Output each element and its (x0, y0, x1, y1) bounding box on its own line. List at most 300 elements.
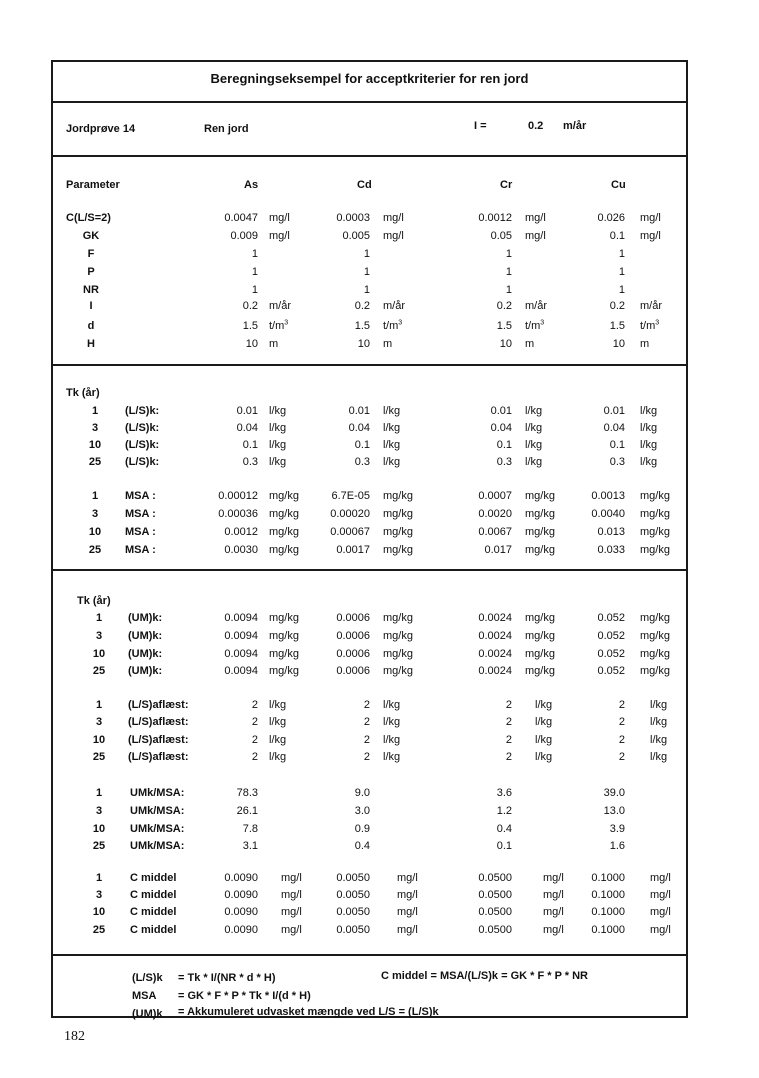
tk-value: 25 (92, 840, 106, 852)
tk-value: 10 (92, 648, 106, 660)
param-value: 1 (505, 248, 512, 260)
cell-unit: l/kg (383, 439, 401, 451)
cell-value: 0.052 (597, 612, 625, 624)
param-value: 10 (612, 338, 625, 350)
cell-value: 0.0050 (336, 889, 370, 901)
param-value: 0.2 (609, 300, 625, 312)
tk-value: 3 (91, 422, 99, 434)
cell-unit: mg/kg (640, 648, 670, 660)
cell-value: 0.3 (609, 456, 625, 468)
cell-value: 2 (505, 716, 512, 728)
param-value: 1 (618, 248, 625, 260)
cell-unit: mg/kg (383, 490, 413, 502)
cell-unit: mg/kg (525, 508, 555, 520)
param-unit: m/år (269, 300, 291, 312)
tk-value: 1 (95, 787, 103, 799)
cell-value: 0.0017 (336, 544, 370, 556)
cell-value: 0.00036 (218, 508, 258, 520)
param-label: GK (82, 230, 100, 242)
cell-value: 0.0024 (478, 612, 512, 624)
row-label: (UM)k: (128, 648, 163, 660)
cell-unit: mg/kg (383, 630, 413, 642)
cell-value: 0.0500 (478, 906, 512, 918)
cell-unit: mg/kg (640, 630, 670, 642)
formula-c-middel: C middel = MSA/(L/S)k = GK * F * P * NR (381, 970, 589, 982)
cell-unit: mg/kg (525, 665, 555, 677)
cell-value: 0.1 (609, 439, 625, 451)
cell-value: 2 (505, 751, 512, 763)
cell-value: 0.1 (496, 840, 512, 852)
row-label: (UM)k: (128, 665, 163, 677)
param-value: 1 (618, 284, 625, 296)
formula-um-rhs: = Akkumuleret udvasket mængde ved L/S = (L/S)k (178, 1006, 439, 1018)
cell-value: 2 (363, 716, 370, 728)
row-label: (L/S)aflæst: (128, 716, 189, 728)
cell-value: 0.1000 (591, 906, 625, 918)
cell-unit: mg/kg (269, 630, 299, 642)
cell-unit: mg/kg (525, 544, 555, 556)
cell-value: 0.0090 (224, 924, 258, 936)
cell-value: 2 (363, 734, 370, 746)
cell-unit: mg/l (650, 872, 671, 884)
cell-value: 0.033 (597, 544, 625, 556)
tk-value: 25 (88, 456, 102, 468)
cell-value: 7.8 (242, 823, 258, 835)
param-value: 1 (251, 248, 258, 260)
cell-value: 0.00020 (330, 508, 370, 520)
cell-value: 0.0006 (336, 630, 370, 642)
cell-value: 2 (618, 699, 625, 711)
cell-unit: l/kg (383, 751, 401, 763)
cell-unit: mg/l (397, 924, 418, 936)
cell-value: 0.013 (597, 526, 625, 538)
unit-superscript: 3 (284, 319, 289, 327)
cell-unit: mg/kg (525, 648, 555, 660)
cell-value: 2 (618, 751, 625, 763)
param-unit: $t/m^3$ (525, 319, 545, 332)
cell-unit: mg/kg (269, 508, 299, 520)
cell-unit: l/kg (269, 422, 287, 434)
param-unit: m/år (383, 300, 405, 312)
param-value: 1 (505, 284, 512, 296)
tk-value: 1 (95, 872, 103, 884)
element-header-as: As (244, 179, 259, 191)
param-label: P (87, 266, 95, 278)
param-value: 1 (363, 266, 370, 278)
cell-value: 0.01 (490, 405, 512, 417)
cell-unit: mg/l (397, 906, 418, 918)
cell-value: 0.0500 (478, 872, 512, 884)
tk-value: 1 (95, 699, 103, 711)
cell-value: 0.0090 (224, 872, 258, 884)
tk-value: 3 (95, 889, 103, 901)
param-unit: m (525, 338, 535, 350)
cell-unit: l/kg (383, 699, 401, 711)
cell-value: 0.01 (236, 405, 258, 417)
cell-unit: mg/l (543, 889, 564, 901)
cell-value: 2 (618, 716, 625, 728)
tk-value: 25 (92, 665, 106, 677)
cell-unit: l/kg (535, 734, 553, 746)
cell-value: 0.04 (348, 422, 370, 434)
cell-value: 1.2 (496, 805, 512, 817)
row-label: C middel (130, 889, 177, 901)
cell-unit: mg/kg (525, 526, 555, 538)
cell-unit: mg/l (543, 872, 564, 884)
formula-ls-lhs: (L/S)k (132, 972, 163, 984)
element-header-cr: Cr (500, 179, 513, 191)
cell-value: 0.0012 (224, 526, 258, 538)
param-unit: mg/l (269, 212, 290, 224)
cell-unit: mg/l (281, 889, 302, 901)
cell-value: 2 (363, 699, 370, 711)
cell-unit: mg/kg (525, 630, 555, 642)
cell-unit: mg/l (281, 924, 302, 936)
cell-unit: l/kg (640, 456, 658, 468)
infiltration-label: I = (474, 120, 487, 132)
cell-unit: mg/l (281, 906, 302, 918)
param-value: 0.0047 (224, 212, 258, 224)
cell-value: 0.0006 (336, 665, 370, 677)
row-label: (L/S)k: (125, 405, 160, 417)
tk-value: 1 (95, 612, 103, 624)
param-unit: $t/m^3$ (640, 319, 660, 332)
param-unit: m (640, 338, 650, 350)
cell-unit: l/kg (640, 439, 658, 451)
cell-value: 0.00012 (218, 490, 258, 502)
cell-unit: l/kg (650, 751, 668, 763)
cell-unit: l/kg (535, 751, 553, 763)
cell-unit: l/kg (525, 405, 543, 417)
cell-unit: mg/l (397, 889, 418, 901)
element-header-cd: Cd (357, 179, 372, 191)
param-value: 1 (363, 248, 370, 260)
cell-value: 0.0024 (478, 665, 512, 677)
row-label: (L/S)aflæst: (128, 699, 189, 711)
cell-value: 3.1 (242, 840, 258, 852)
unit-superscript: 3 (655, 319, 660, 327)
tk-label-1: Tk (år) (66, 387, 100, 399)
cell-unit: l/kg (269, 734, 287, 746)
cell-value: 0.0094 (224, 630, 258, 642)
cell-value: 2 (251, 751, 258, 763)
cell-unit: mg/l (397, 872, 418, 884)
param-unit: mg/l (525, 230, 546, 242)
cell-unit: l/kg (383, 405, 401, 417)
divider-results (51, 954, 688, 956)
page-number: 182 (64, 1029, 85, 1044)
divider-sample (51, 155, 688, 157)
param-label: I (89, 300, 93, 312)
cell-unit: mg/kg (640, 508, 670, 520)
param-unit: m (383, 338, 393, 350)
cell-value: 13.0 (603, 805, 625, 817)
param-value: 0.0003 (336, 212, 370, 224)
cell-value: 0.0090 (224, 889, 258, 901)
cell-value: 0.017 (484, 544, 512, 556)
param-value: 0.2 (242, 300, 258, 312)
cell-unit: l/kg (525, 422, 543, 434)
cell-unit: l/kg (640, 422, 658, 434)
tk-value: 10 (88, 526, 102, 538)
tk-label-2: Tk (år) (77, 595, 111, 607)
cell-value: 0.0500 (478, 924, 512, 936)
tk-value: 10 (88, 439, 102, 451)
cell-value: 0.0006 (336, 648, 370, 660)
cell-value: 3.6 (496, 787, 512, 799)
cell-value: 0.0030 (224, 544, 258, 556)
divider-leaching (51, 569, 688, 571)
cell-value: 0.1 (354, 439, 370, 451)
cell-unit: mg/kg (269, 612, 299, 624)
unit-superscript: 3 (540, 319, 545, 327)
cell-unit: mg/kg (269, 490, 299, 502)
cell-unit: mg/kg (640, 612, 670, 624)
cell-value: 0.01 (603, 405, 625, 417)
row-label: UMk/MSA: (130, 840, 185, 852)
cell-unit: l/kg (383, 734, 401, 746)
param-label: H (87, 338, 95, 350)
row-label: C middel (130, 872, 177, 884)
cell-value: 0.04 (603, 422, 625, 434)
infiltration-unit: m/år (563, 120, 587, 132)
param-value: 10 (499, 338, 512, 350)
cell-unit: mg/kg (383, 526, 413, 538)
row-label: UMk/MSA: (130, 805, 185, 817)
cell-unit: mg/kg (640, 526, 670, 538)
row-label: (L/S)k: (125, 422, 160, 434)
cell-unit: l/kg (525, 439, 543, 451)
cell-unit: mg/kg (269, 526, 299, 538)
unit-superscript: 3 (398, 319, 403, 327)
cell-unit: l/kg (383, 422, 401, 434)
cell-value: 0.0050 (336, 872, 370, 884)
cell-value: 0.1000 (591, 924, 625, 936)
param-unit: mg/l (383, 230, 404, 242)
cell-unit: l/kg (269, 751, 287, 763)
param-value: 1.5 (496, 320, 512, 332)
cell-unit: mg/kg (269, 665, 299, 677)
param-unit: mg/l (269, 230, 290, 242)
cell-unit: mg/l (650, 924, 671, 936)
cell-value: 0.1 (496, 439, 512, 451)
tk-value: 1 (91, 405, 99, 417)
param-unit: mg/l (640, 212, 661, 224)
cell-value: 0.0024 (478, 630, 512, 642)
cell-value: 0.4 (354, 840, 370, 852)
cell-unit: l/kg (269, 439, 287, 451)
param-value: 1.5 (242, 320, 258, 332)
tk-value: 25 (88, 544, 102, 556)
cell-value: 0.0500 (478, 889, 512, 901)
cell-unit: l/kg (650, 734, 668, 746)
param-value: 10 (245, 338, 258, 350)
row-label: UMk/MSA: (130, 823, 185, 835)
formula-ls-rhs: = Tk * I/(NR * d * H) (178, 972, 276, 984)
cell-unit: l/kg (535, 716, 553, 728)
row-label: (L/S)k: (125, 439, 160, 451)
param-unit: mg/l (640, 230, 661, 242)
cell-unit: mg/l (650, 906, 671, 918)
cell-unit: mg/l (281, 872, 302, 884)
cell-unit: l/kg (269, 699, 287, 711)
param-unit: m/år (525, 300, 547, 312)
parameter-header: Parameter (66, 179, 120, 191)
page-title: Beregningseksempel for acceptkriterier for ren jord (210, 71, 529, 86)
tk-value: 3 (95, 805, 103, 817)
cell-value: 0.052 (597, 648, 625, 660)
param-value: 1.5 (609, 320, 625, 332)
row-label: (UM)k: (128, 612, 163, 624)
param-label: d (87, 320, 95, 332)
cell-value: 0.0024 (478, 648, 512, 660)
cell-value: 2 (251, 734, 258, 746)
cell-unit: l/kg (269, 405, 287, 417)
cell-value: 3.9 (609, 823, 625, 835)
cell-unit: mg/l (543, 924, 564, 936)
tk-value: 3 (91, 508, 99, 520)
cell-value: 39.0 (603, 787, 625, 799)
cell-unit: mg/l (650, 889, 671, 901)
formula-msa-rhs: = GK * F * P * Tk * I/(d * H) (178, 990, 311, 1002)
cell-value: 0.9 (354, 823, 370, 835)
param-value: 1 (505, 266, 512, 278)
param-unit: m/år (640, 300, 662, 312)
cell-value: 0.0013 (591, 490, 625, 502)
row-label: UMk/MSA: (130, 787, 185, 799)
row-label: C middel (130, 924, 177, 936)
cell-unit: mg/kg (525, 612, 555, 624)
element-header-cu: Cu (611, 179, 626, 191)
param-value: 1 (618, 266, 625, 278)
param-value: 10 (357, 338, 370, 350)
cell-value: 0.0006 (336, 612, 370, 624)
param-value: 0.005 (342, 230, 370, 242)
row-label: MSA : (125, 508, 156, 520)
param-unit: $t/m^3$ (383, 319, 403, 332)
cell-value: 0.1 (242, 439, 258, 451)
param-unit: m (269, 338, 279, 350)
cell-value: 1.6 (609, 840, 625, 852)
cell-value: 2 (251, 716, 258, 728)
row-label: (L/S)k: (125, 456, 160, 468)
cell-value: 0.0040 (591, 508, 625, 520)
tk-value: 25 (92, 924, 106, 936)
tk-value: 1 (91, 490, 99, 502)
cell-unit: l/kg (383, 456, 401, 468)
cell-value: 0.00067 (330, 526, 370, 538)
param-value: 1 (251, 266, 258, 278)
cell-unit: l/kg (650, 699, 668, 711)
cell-unit: mg/kg (383, 648, 413, 660)
cell-unit: mg/kg (269, 544, 299, 556)
cell-unit: mg/kg (383, 508, 413, 520)
tk-value: 3 (95, 630, 103, 642)
cell-unit: l/kg (525, 456, 543, 468)
cell-unit: l/kg (650, 716, 668, 728)
cell-unit: mg/kg (640, 665, 670, 677)
cell-value: 0.3 (496, 456, 512, 468)
cell-value: 2 (505, 699, 512, 711)
divider-title (51, 101, 688, 103)
cell-value: 0.052 (597, 665, 625, 677)
cell-value: 0.04 (490, 422, 512, 434)
param-value: 0.2 (354, 300, 370, 312)
cell-unit: mg/kg (383, 665, 413, 677)
cell-value: 0.0050 (336, 924, 370, 936)
cell-value: 0.1000 (591, 872, 625, 884)
cell-value: 0.0020 (478, 508, 512, 520)
cell-value: 3.0 (354, 805, 370, 817)
cell-value: 2 (618, 734, 625, 746)
tk-value: 3 (95, 716, 103, 728)
cell-unit: mg/kg (640, 544, 670, 556)
row-label: MSA : (125, 490, 156, 502)
param-value: 1 (251, 284, 258, 296)
cell-value: 0.3 (242, 456, 258, 468)
sample-type: Ren jord (204, 123, 249, 135)
cell-value: 0.0007 (478, 490, 512, 502)
cell-unit: l/kg (383, 716, 401, 728)
cell-value: 0.01 (348, 405, 370, 417)
cell-value: 0.0094 (224, 612, 258, 624)
param-unit: $t/m^3$ (269, 319, 289, 332)
param-label: NR (83, 284, 99, 296)
param-unit: mg/l (383, 212, 404, 224)
infiltration-value: 0.2 (528, 120, 544, 132)
cell-value: 0.0050 (336, 906, 370, 918)
sample-label: Jordprøve 14 (66, 123, 136, 135)
cell-value: 2 (251, 699, 258, 711)
cell-value: 0.052 (597, 630, 625, 642)
cell-value: 0.0094 (224, 648, 258, 660)
cell-unit: mg/kg (383, 612, 413, 624)
row-label: MSA : (125, 544, 156, 556)
cell-value: 6.7E-05 (331, 490, 370, 502)
param-value: 0.009 (230, 230, 258, 242)
cell-unit: mg/kg (269, 648, 299, 660)
row-label: (L/S)aflæst: (128, 734, 189, 746)
cell-unit: mg/kg (640, 490, 670, 502)
tk-value: 25 (92, 751, 106, 763)
cell-value: 26.1 (236, 805, 258, 817)
cell-value: 0.3 (354, 456, 370, 468)
param-unit: mg/l (525, 212, 546, 224)
cell-value: 0.0094 (224, 665, 258, 677)
param-value: 1 (363, 284, 370, 296)
cell-unit: mg/kg (383, 544, 413, 556)
param-value: 0.1 (609, 230, 625, 242)
cell-value: 78.3 (236, 787, 258, 799)
param-label: F (87, 248, 95, 260)
cell-unit: l/kg (269, 716, 287, 728)
tk-value: 10 (92, 906, 106, 918)
cell-unit: mg/kg (525, 490, 555, 502)
row-label: C middel (130, 906, 177, 918)
cell-value: 0.4 (496, 823, 512, 835)
row-label: MSA : (125, 526, 156, 538)
cell-value: 2 (363, 751, 370, 763)
param-value: 0.0012 (478, 212, 512, 224)
tk-value: 10 (92, 823, 106, 835)
row-label: (L/S)aflæst: (128, 751, 189, 763)
param-label: C(L/S=2) (66, 212, 111, 224)
tk-value: 10 (92, 734, 106, 746)
cell-value: 0.1000 (591, 889, 625, 901)
param-value: 0.2 (496, 300, 512, 312)
cell-value: 2 (505, 734, 512, 746)
cell-value: 0.04 (236, 422, 258, 434)
